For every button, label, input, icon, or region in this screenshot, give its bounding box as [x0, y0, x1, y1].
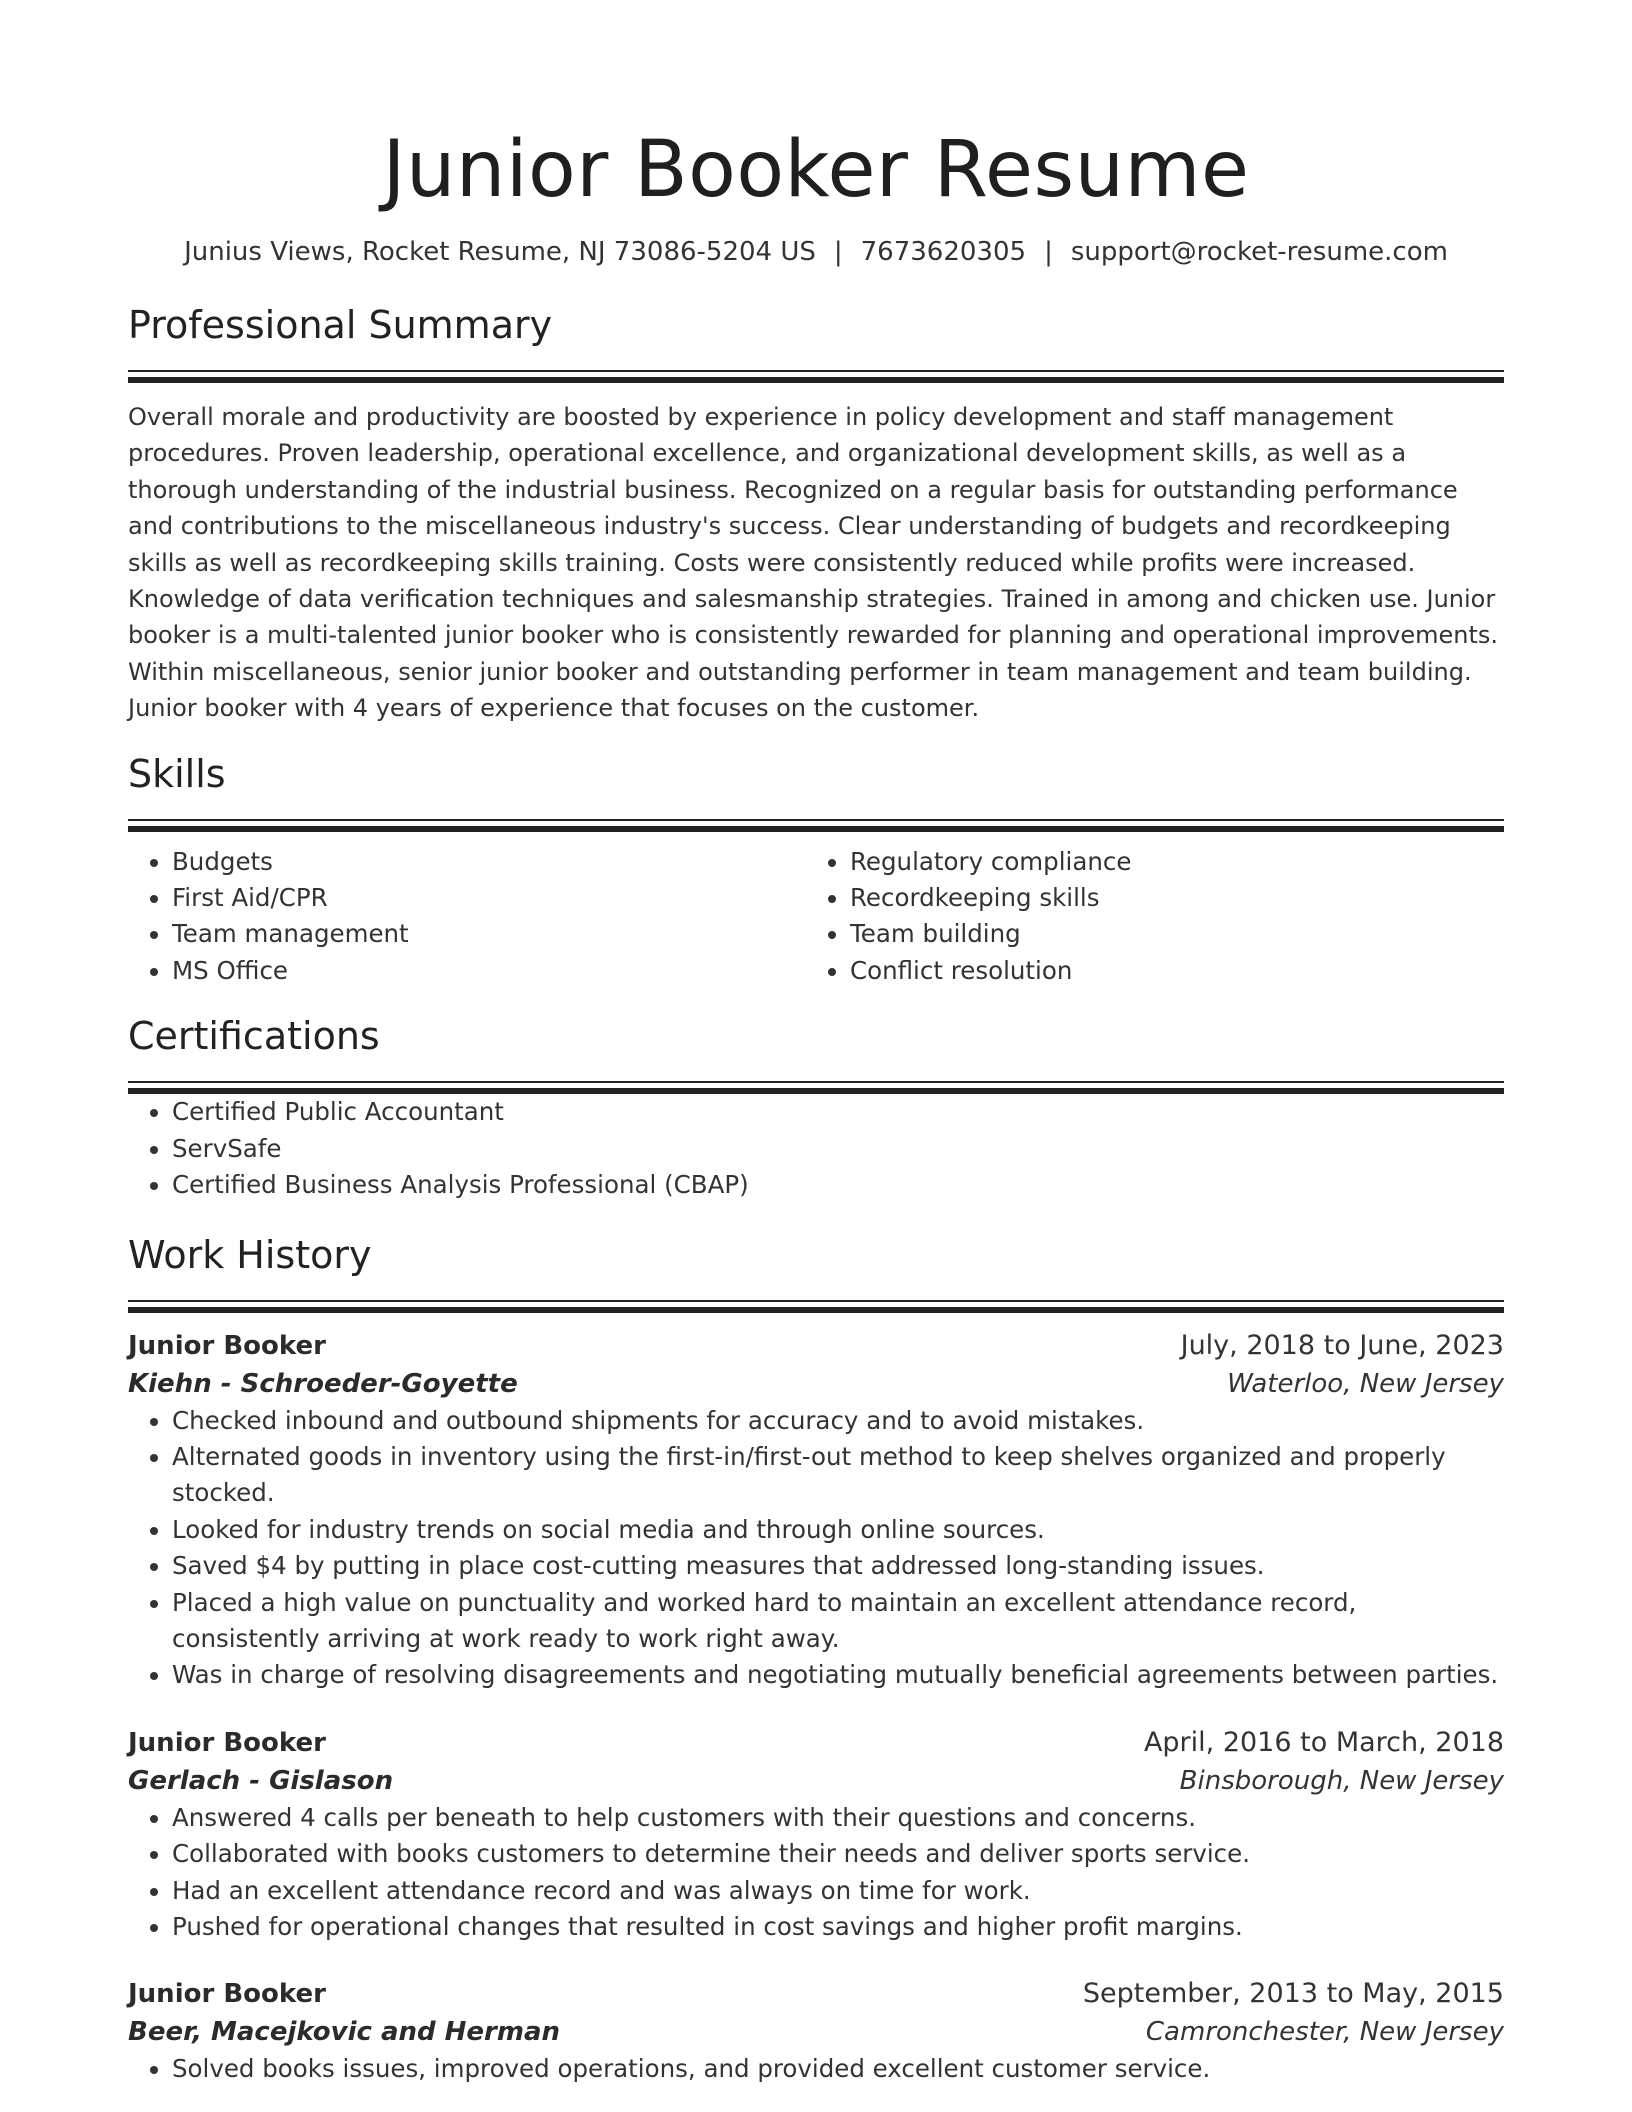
work-history-section — [128, 1232, 1504, 2088]
skill-item: • Team management — [172, 916, 806, 952]
skill-item: • Team building — [850, 916, 1484, 952]
summary-section — [128, 302, 1504, 727]
job-title: Junior Booker — [128, 1330, 326, 1361]
skills-heading: Skills — [128, 751, 226, 796]
resume-title: Junior Booker Resume — [382, 125, 1250, 215]
resume-page — [128, 0, 1504, 2088]
job-bullet: • Looked for industry trends on social media and through online sources. — [172, 1512, 1504, 1548]
job-location: Waterloo, New Jersey — [1227, 1368, 1504, 1399]
contact-separator: | — [833, 237, 843, 267]
job-dates: July, 2018 to June, 2023 — [1180, 1329, 1504, 1361]
job-location: Camronchester, New Jersey — [1145, 2017, 1504, 2048]
job-dates: September, 2013 to May, 2015 — [1082, 1978, 1504, 2010]
job-bullet: • Pushed for operational changes that resulted in cost savings and higher profit margins. — [172, 1909, 1504, 1945]
skill-item: • Conflict resolution — [850, 953, 1484, 989]
skill-item: • Regulatory compliance — [850, 844, 1484, 880]
job-bullet: • Solved books issues, improved operations, and provided excellent customer service. — [172, 2051, 1504, 2087]
certifications-section — [128, 1013, 1504, 1203]
certification-item: • Certified Business Analysis Professional (CBAP) — [172, 1167, 1504, 1203]
contact-separator: | — [1044, 237, 1053, 267]
skills-grid — [128, 844, 1504, 990]
job-entry — [128, 1327, 1504, 1694]
job-bullet: • Alternated goods in inventory using the first-in/first-out method to keep shelves organized and properly stocked. — [172, 1439, 1504, 1512]
contact-phone: 7673620305 — [860, 237, 1027, 267]
job-location: Binsborough, New Jersey — [1179, 1765, 1504, 1796]
job-company: Gerlach - Gislason — [128, 1765, 394, 1796]
job-company: Beer, Macejkovic and Herman — [128, 2017, 561, 2048]
job-company: Kiehn - Schroeder-Goyette — [128, 1368, 518, 1399]
skill-item: • Budgets — [172, 844, 806, 880]
job-bullet: • Saved $4 by putting in place cost-cutting measures that addressed long-standing issues. — [172, 1548, 1504, 1584]
job-entry — [128, 1975, 1504, 2087]
job-bullet: • Checked inbound and outbound shipments for accuracy and to avoid mistakes. — [172, 1403, 1504, 1439]
section-divider — [128, 370, 1504, 383]
job-bullets — [128, 1800, 1504, 1946]
job-bullet: • Answered 4 calls per beneath to help customers with their questions and concerns. — [172, 1800, 1504, 1836]
job-bullets — [128, 2051, 1504, 2087]
job-entry — [128, 1724, 1504, 1946]
section-divider — [128, 1300, 1504, 1313]
summary-text: Overall morale and productivity are boosted by experience in policy development and staff management procedures. Proven leadership, operational excellence, and organizational development skills, as well as a thorough understanding of the industrial business. Recognized on a regular basis for outstanding performance and contributions to the miscellaneous industry's success. Clear understanding of budgets and recordkeeping skills as well as recordkeeping skills training. Costs were consistently reduced while profits were increased. Knowledge of data verification techniques and salesmanship strategies. Trained in among and chicken use. Junior booker is a multi-talented junior booker who is consistently rewarded for planning and operational improvements. Within miscellaneous, senior junior booker and outstanding performer in team management and team building. Junior booker with 4 years of experience that focuses on the customer. — [128, 403, 1499, 723]
certification-item: • ServSafe — [172, 1131, 1504, 1167]
skill-item: • First Aid/CPR — [172, 880, 806, 916]
contact-address: Junius Views, Rocket Resume, NJ 73086-5204 US — [184, 237, 816, 267]
job-bullet: • Placed a high value on punctuality and worked hard to maintain an excellent attendance record, consistently arriving at work ready to work right away. — [172, 1585, 1504, 1658]
skill-item: • Recordkeeping skills — [850, 880, 1484, 916]
job-bullet: • Collaborated with books customers to determine their needs and deliver sports service. — [172, 1836, 1504, 1872]
summary-heading: Professional Summary — [128, 303, 553, 347]
contact-line — [128, 234, 1504, 270]
job-bullets — [128, 1403, 1504, 1694]
certifications-heading: Certifications — [128, 1014, 380, 1059]
job-dates: April, 2016 to March, 2018 — [1143, 1726, 1504, 1758]
contact-email: support@rocket-resume.com — [1070, 237, 1448, 267]
skills-section — [128, 751, 1504, 990]
job-bullet: • Was in charge of resolving disagreements and negotiating mutually beneficial agreements between parties. — [172, 1657, 1504, 1693]
job-bullet: • Had an excellent attendance record and was always on time for work. — [172, 1873, 1504, 1909]
job-title: Junior Booker — [128, 1979, 326, 2010]
job-title: Junior Booker — [128, 1727, 326, 1758]
section-divider — [128, 819, 1504, 832]
work-history-heading: Work History — [128, 1232, 372, 1277]
section-divider — [128, 1081, 1504, 1094]
certifications-list — [128, 1094, 1504, 1203]
skills-column-right — [806, 844, 1484, 990]
skill-item: • MS Office — [172, 953, 806, 989]
skills-column-left — [128, 844, 806, 990]
certification-item: • Certified Public Accountant — [172, 1094, 1504, 1130]
